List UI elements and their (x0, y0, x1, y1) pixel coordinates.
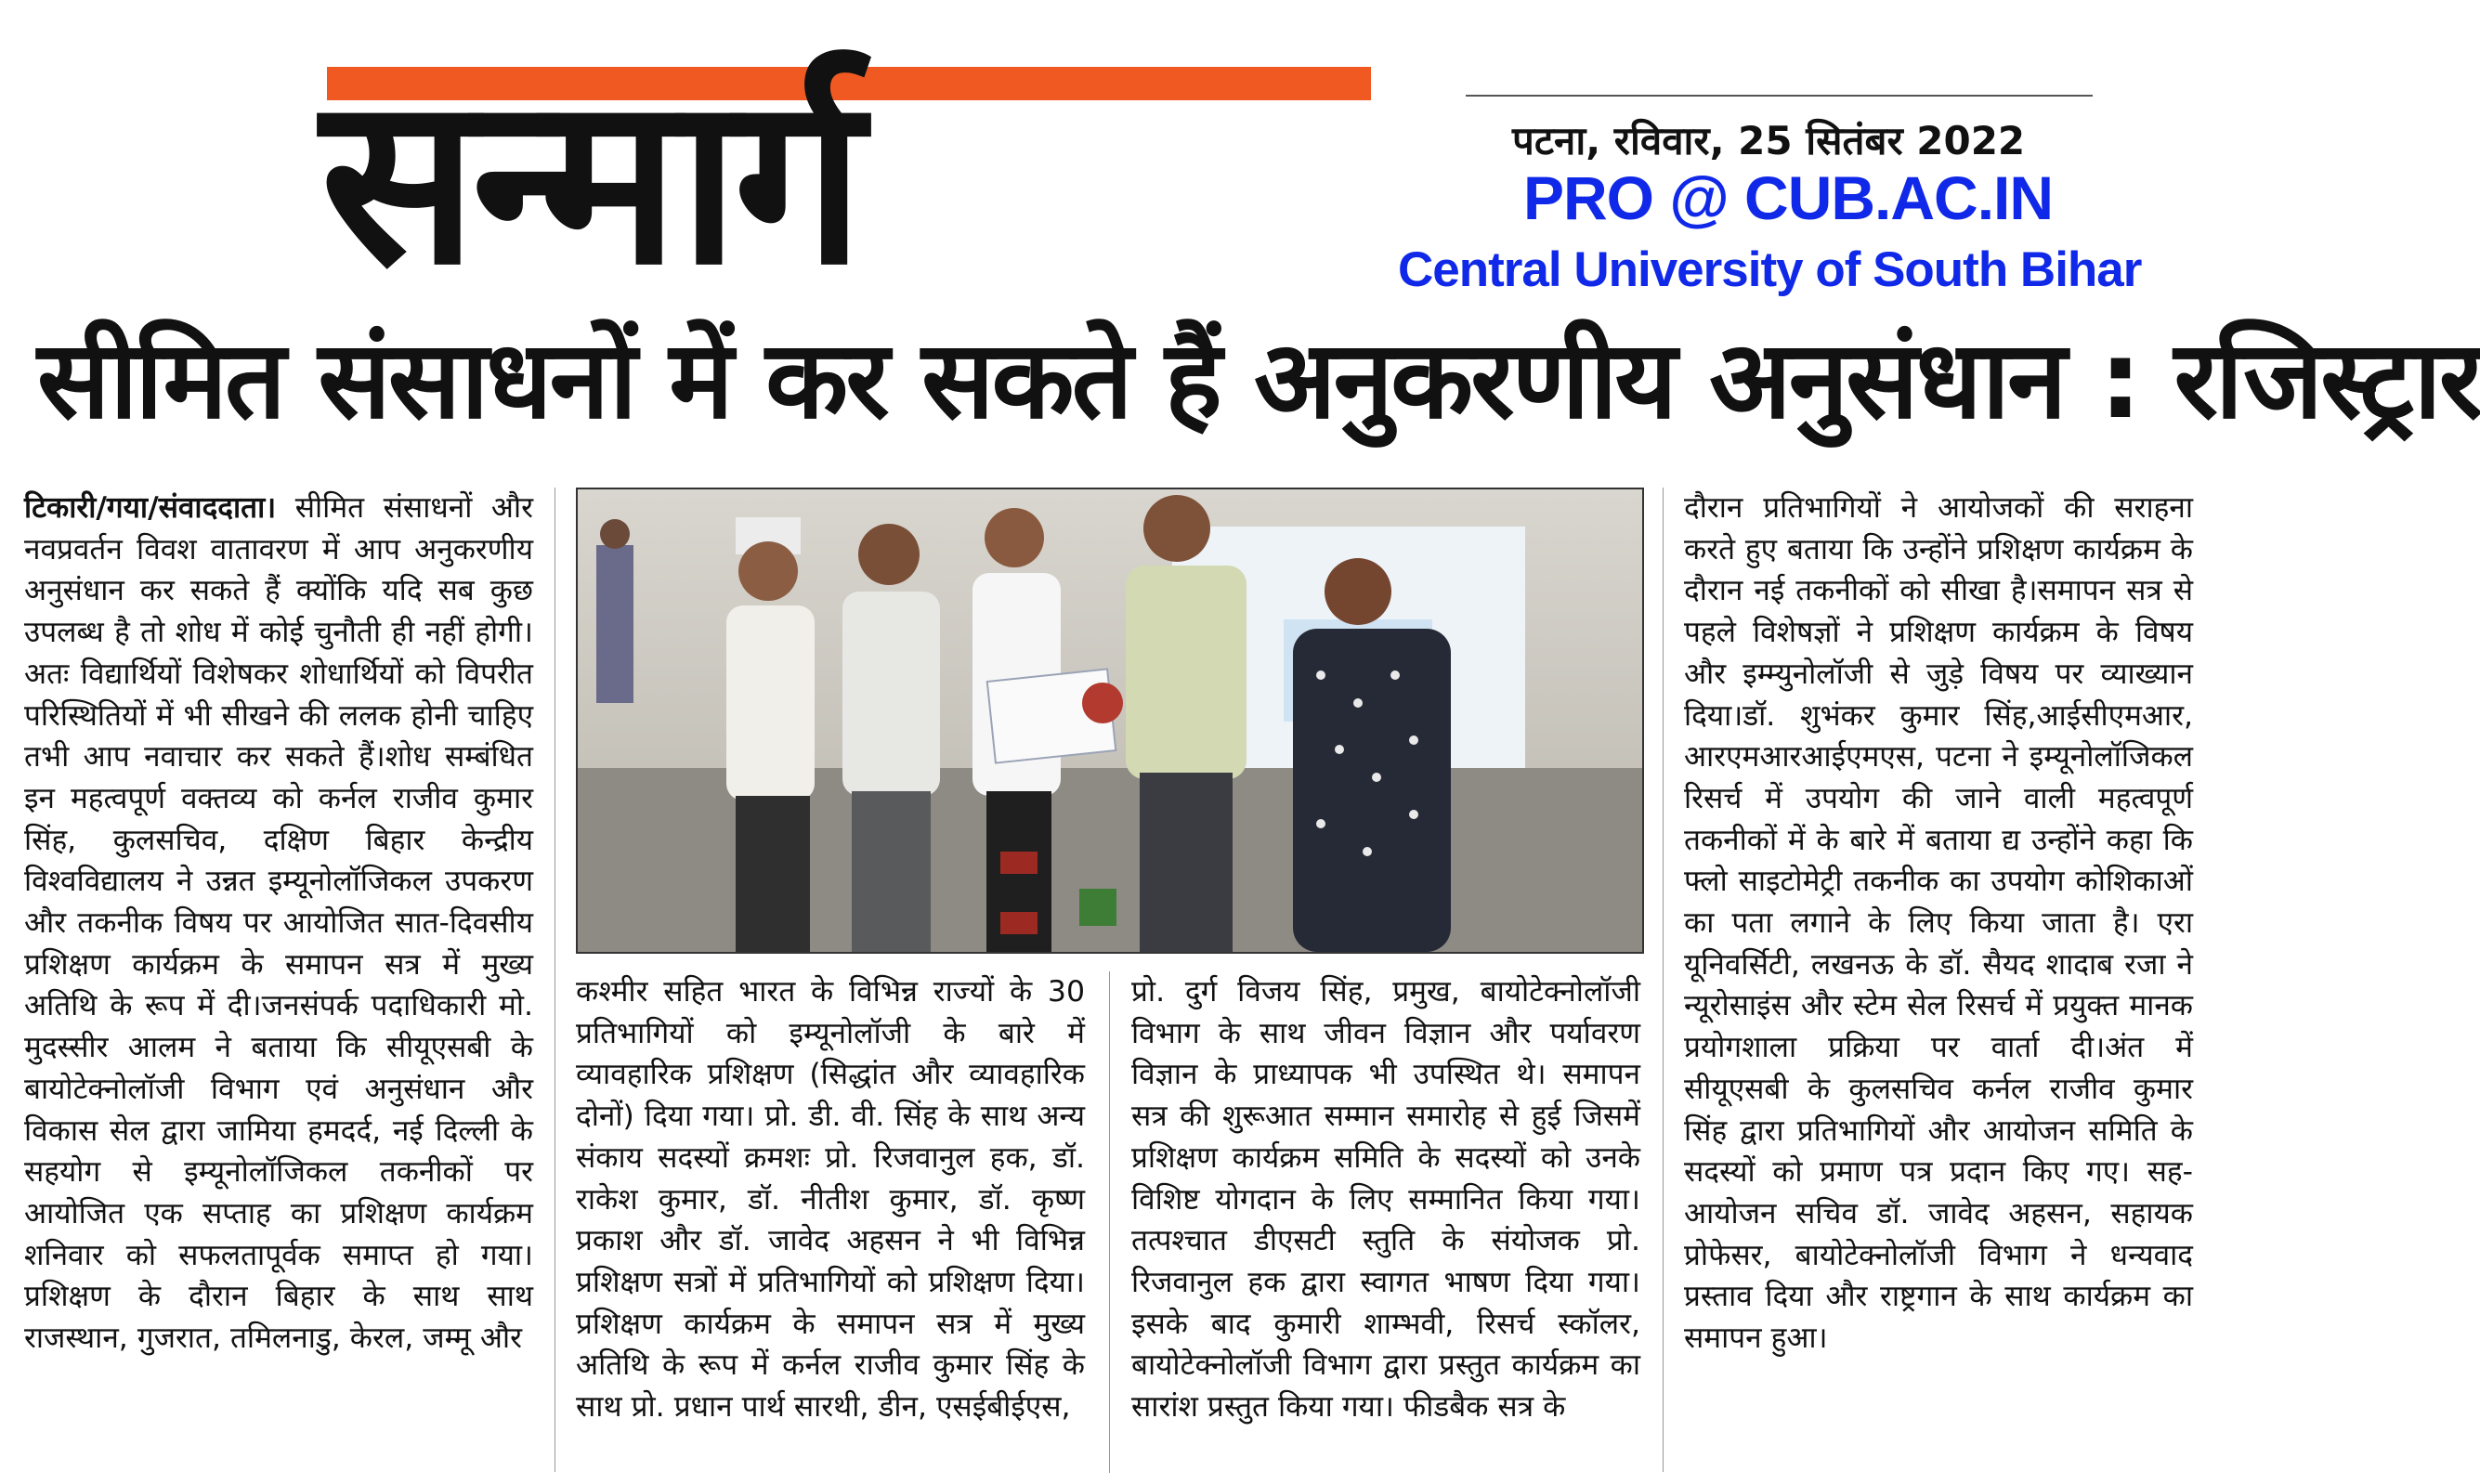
column-3-text: प्रो. दुर्ग विजय सिंह, प्रमुख, बायोटेक्नोलॉजी विभाग के साथ जीवन विज्ञान और पर्यावरण विज्ञान के प्राध्यापक भी उपस्थित थे। समापन सत्र की शुरूआत सम्मान समारोह से हुई जिसमें प्रशिक्षण कार्यक्रम समिति के सदस्यों को उनके विशिष्ट योगदान के लिए सम्मानित किया गया। तत्पश्चात डीएसटी स्तुति के संयोजक प्रो. रिजवानुल हक द्वारा स्वागत भाषण दिया गया।इसके बाद कुमारी शाम्भवी, रिसर्च स्कॉलर, बायोटेक्नोलॉजी विभाग द्वारा प्रस्तुत कार्यक्रम का सारांश प्रस्तुत किया गया। फीडबैक सत्र के (1131, 975, 1640, 1425)
university-label: Central University of South Bihar (1398, 242, 2142, 297)
article-dateline: टिकारी/गया/संवाददाता। (24, 491, 277, 525)
event-photo-illustration (578, 489, 1642, 952)
column-1-text: सीमित संसाधनों और नवप्रवर्तन विवश वातावरण में आप अनुकरणीय अनुसंधान कर सकते हैं क्योंकि यदि सब कुछ उपलब्ध है तो शोध में कोई चुनौती ही नहीं होगी। अतः विद्यार्थियों विशेषकर शोधार्थियों को विपरीत परिस्थितियों में भी सीखने की ललक होनी चाहिए तभी आप नवाचार कर सकते हैं।शोध सम्बंधित इन महत्वपूर्ण वक्तव्य को कर्नल राजीव कुमार सिंह, कुलसचिव, दक्षिण बिहार केन्द्रीय विश्वविद्यालय ने उन्नत इम्यूनोलॉजिकल उपकरण और तकनीक विषय पर आयोजित सात-दिवसीय प्रशिक्षण कार्यक्रम के समापन सत्र में मुख्य अतिथि के रूप में दी।जनसंपर्क पदाधिकारी मो. मुदस्सीर आलम ने बताया कि सीयूएसबी के बायोटेक्नोलॉजी विभाग एवं अनुसंधान और विकास सेल द्वारा जामिया हमदर्द, नई दिल्ली के सहयोग से इम्यूनोलॉजिकल तकनीकों पर आयोजित एक सप्ताह का प्रशिक्षण कार्यक्रम शनिवार को सफलतापूर्वक समाप्त हो गया।प्रशिक्षण के दौरान बिहार के साथ साथ राजस्थान, गुजरात, तमिलनाडु, केरल, जम्मू और (24, 491, 533, 1356)
header-rule (1466, 95, 2093, 97)
article-column-1 (24, 488, 533, 1481)
column-4-text: दौरान प्रतिभागियों ने आयोजकों की सराहना करते हुए बताया कि उन्होंने प्रशिक्षण कार्यक्रम के दौरान नई तकनीकों को सीखा है।समापन सत्र से पहले विशेषज्ञों ने प्रशिक्षण कार्यक्रम के विषय और इम्म्युनोलॉजी से जुड़े विषय पर व्याख्यान दिया।डॉ. शुभंकर कुमार सिंह,आईसीएमआर, आरएमआरआईएमएस, पटना ने इम्यूनोलॉजिकल रिसर्च में उपयोग की जाने वाली महत्वपूर्ण तकनीकों में के बारे में बताया द्य उन्होंने कहा कि फ्लो साइटोमेट्री तकनीक का उपयोग कोशिकाओं का पता लगाने के लिए किया जाता है। एरा यूनिवर्सिटी, लखनऊ के डॉ. सैयद शादाब रजा ने न्यूरोसाइंस और स्टेम सेल रिसर्च में प्रयुक्त मानक प्रयोगशाला प्रक्रिया पर वार्ता दी।अंत में सीयूएसबी के कुलसचिव कर्नल राजीव कुमार सिंह द्वारा प्रतिभागियों और आयोजन समिति के सदस्यों को प्रमाण पत्र प्रदान किए गए। सह-आयोजन सचिव डॉ. जावेद अहसन, सहायक प्रोफेसर, बायोटेक्नोलॉजी विभाग ने धन्यवाद प्रस्ताव दिया और राष्ट्रगान के साथ कार्यक्रम का समापन हुआ। (1684, 491, 2193, 1356)
article-column-4 (1684, 488, 2193, 1360)
article-column-3 (1131, 971, 1640, 1428)
masthead-logo: सन्मार्ग (320, 46, 859, 316)
pro-email-label: PRO @ CUB.AC.IN (1523, 163, 2054, 232)
article-headline: सीमित संसाधनों में कर सकते हैं अनुकरणीय अनुसंधान : रजिस्ट्रार (37, 318, 2480, 443)
issue-dateline: पटना, रविवार, 25 सितंबर 2022 (1512, 118, 2026, 163)
column-divider (1663, 488, 1664, 1472)
article-column-2 (576, 971, 1085, 1428)
column-2-text: कश्मीर सहित भारत के विभिन्न राज्यों के 30 प्रतिभागियों को इम्यूनोलॉजी के बारे में व्यावहारिक प्रशिक्षण (सिद्धांत और व्यावहारिक दोनों) दिया गया। प्रो. डी. वी. सिंह के साथ अन्य संकाय सदस्यों क्रमशः प्रो. रिजवानुल हक, डॉ. राकेश कुमार, डॉ. नीतीश कुमार, डॉ. कृष्ण प्रकाश और डॉ. जावेद अहसन ने भी विभिन्न प्रशिक्षण सत्रों में प्रतिभागियों को प्रशिक्षण दिया।प्रशिक्षण कार्यक्रम के समापन सत्र में मुख्य अतिथि के रूप में कर्नल राजीव कुमार सिंह के साथ प्रो. प्रधान पार्थ सारथी, डीन, एसईबीईएस, (576, 975, 1085, 1425)
event-photo (576, 488, 1644, 954)
column-divider (1109, 971, 1110, 1473)
